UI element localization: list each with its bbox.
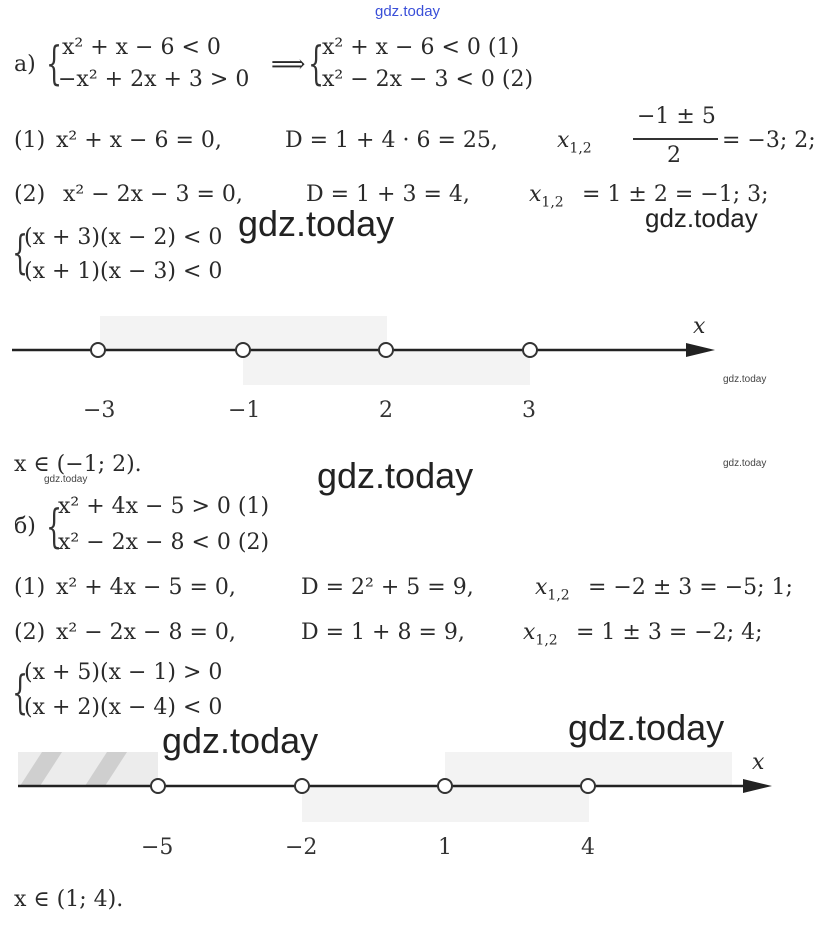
point-minus5 [151, 779, 165, 793]
roots-b1-lhs: $x_{1,2}$ [535, 575, 570, 604]
brace-icon: { [46, 499, 63, 553]
watermark-small: gdz.today [723, 374, 767, 385]
point-minus2 [295, 779, 309, 793]
system-a-right-1: x² + x − 6 < 0 (1) [322, 35, 520, 60]
implies-arrow: ⟹ [271, 50, 306, 78]
part-a-label: а) [14, 52, 36, 77]
eq-b2: x² − 2x − 8 = 0, [56, 620, 236, 645]
axis-arrow-icon [743, 779, 772, 793]
point-4 [581, 779, 595, 793]
answer-b: x ∈ (1; 4). [14, 887, 124, 912]
watermark-top: gdz.today [375, 3, 441, 20]
eq-a2-number: (2) [14, 182, 46, 207]
roots-a1-lhs: $x_{1,2}$ [557, 128, 592, 157]
factored-b-1: (x + 5)(x − 1) > 0 [24, 660, 223, 685]
brace-icon: { [308, 36, 325, 90]
watermark-big: gdz.today [238, 203, 395, 244]
tick-a-2: −1 [228, 398, 261, 423]
axis-b-label: x [752, 750, 765, 775]
watermark-small: gdz.today [723, 458, 767, 469]
tick-b-1: −5 [141, 835, 174, 860]
tick-a-4: 3 [522, 398, 536, 423]
eq-b2-number: (2) [14, 620, 46, 645]
part-b-label: б) [14, 514, 36, 539]
roots-a1-rhs: = −3; 2; [722, 128, 816, 153]
disc-b2: D = 1 + 8 = 9, [301, 620, 465, 645]
system-a-left-2: −x² + 2x + 3 > 0 [58, 67, 250, 92]
system-a-right-2: x² − 2x − 3 < 0 (2) [322, 67, 534, 92]
roots-a2-rhs: = 1 ± 2 = −1; 3; [582, 182, 769, 207]
tick-b-2: −2 [285, 835, 318, 860]
system-b-2: x² − 2x − 8 < 0 (2) [58, 530, 270, 555]
watermark-big: gdz.today [568, 707, 725, 748]
frac-a1-denominator: 2 [667, 143, 681, 168]
frac-a1-numerator: −1 ± 5 [637, 104, 716, 129]
roots-b2-lhs: $x_{1,2}$ [523, 620, 558, 649]
watermark-big: gdz.today [162, 720, 319, 761]
system-b-1: x² + 4x − 5 > 0 (1) [58, 494, 270, 519]
brace-icon: { [46, 36, 63, 90]
axis-a-label: x [693, 314, 706, 339]
roots-b2-rhs: = 1 ± 3 = −2; 4; [576, 620, 763, 645]
eq-a1-number: (1) [14, 128, 46, 153]
brace-icon: { [12, 665, 29, 719]
eq-b1-number: (1) [14, 575, 46, 600]
disc-b1: D = 2² + 5 = 9, [301, 575, 474, 600]
watermark-medium: gdz.today [645, 203, 758, 233]
brace-icon: { [12, 225, 29, 279]
point-1 [438, 779, 452, 793]
factored-a-1: (x + 3)(x − 2) < 0 [24, 225, 223, 250]
roots-b1-rhs: = −2 ± 3 = −5; 1; [588, 575, 793, 600]
roots-a2-lhs: $x_{1,2}$ [529, 182, 564, 211]
factored-b-2: (x + 2)(x − 4) < 0 [24, 695, 223, 720]
answer-a: x ∈ (−1; 2). [14, 452, 142, 477]
tick-b-4: 4 [581, 835, 595, 860]
eq-a2: x² − 2x − 3 = 0, [63, 182, 243, 207]
disc-a1: D = 1 + 4 · 6 = 25, [285, 128, 498, 153]
eq-a1: x² + x − 6 = 0, [56, 128, 222, 153]
watermark-small: gdz.today [44, 474, 88, 485]
factored-a-2: (x + 1)(x − 3) < 0 [24, 259, 223, 284]
disc-a2: D = 1 + 3 = 4, [306, 182, 470, 207]
eq-b1: x² + 4x − 5 = 0, [56, 575, 236, 600]
system-a-left-1: x² + x − 6 < 0 [62, 35, 221, 60]
watermark-big: gdz.today [317, 455, 474, 496]
tick-a-1: −3 [83, 398, 116, 423]
tick-a-3: 2 [379, 398, 393, 423]
tick-b-3: 1 [438, 835, 452, 860]
